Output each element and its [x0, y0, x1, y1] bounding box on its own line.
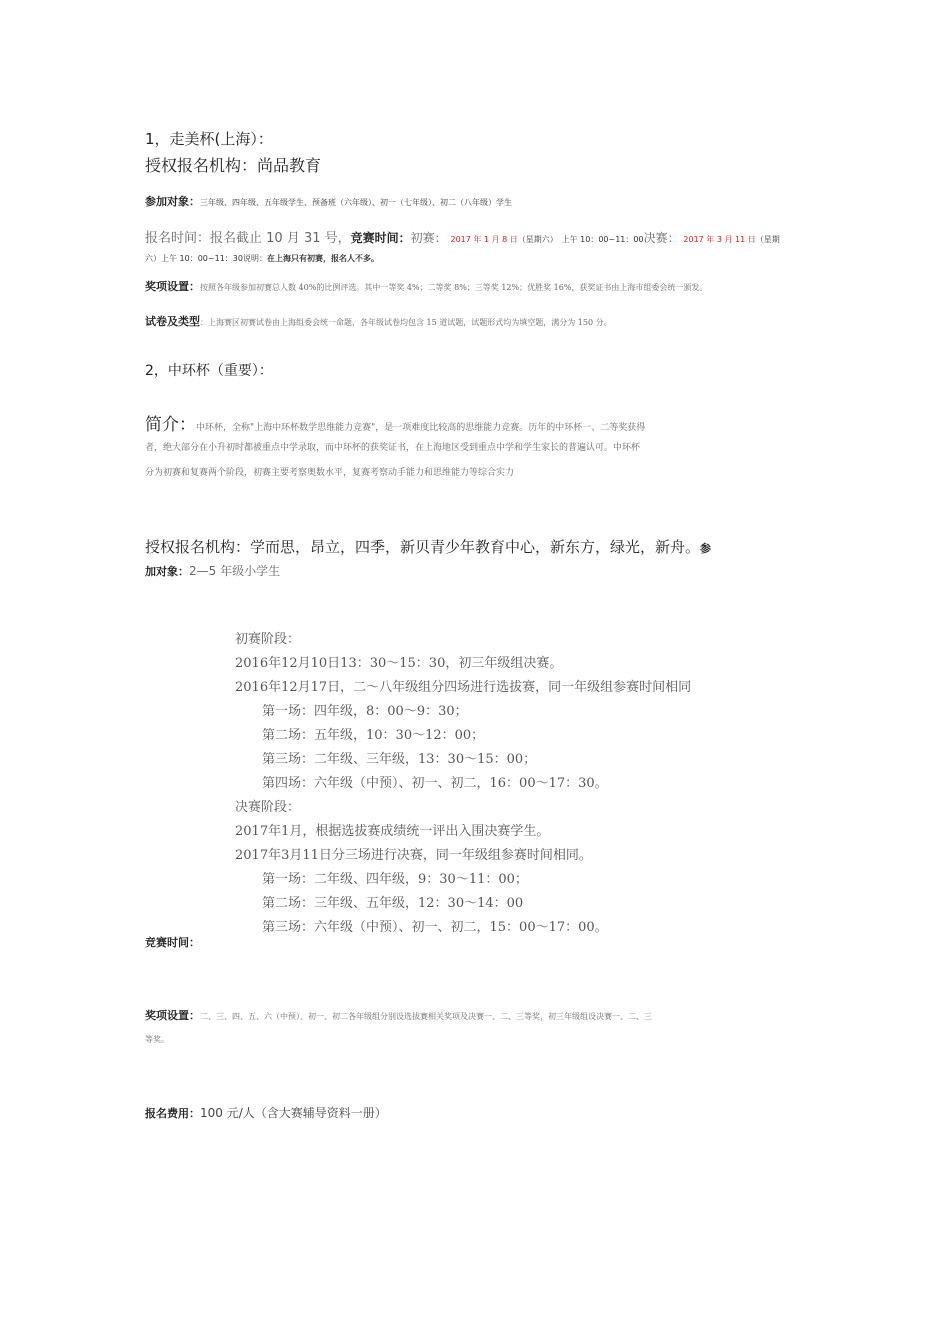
schedule-line: 第三场：二年级、三年级，13：30～15：00；	[262, 752, 537, 767]
section1-final-time: 上午 10：00~11：30	[161, 254, 243, 263]
schedule-line: 2017年1月，根据选拔赛成绩统一评出入围决赛学生。	[235, 824, 550, 839]
section1-paper-row	[145, 313, 612, 329]
schedule-line: 第二场：五年级，10：30～12：00；	[262, 728, 485, 743]
schedule-line: 第一场：二年级、四年级，9：30～11：00；	[262, 872, 528, 887]
section1-prelim-date: 2017 年 1 月 8 日	[450, 235, 518, 244]
section2-fee-row	[145, 1104, 387, 1121]
section2-award-line2: 等奖。	[145, 1035, 169, 1044]
section2-intro-line1: 中环杯，全称"上海中环杯数学思维能力竞赛"，是一项难度比较高的思维能力竞赛。历年的中环杯一、二等奖获得	[196, 423, 646, 433]
section1-reg-time-text: 报名截止 10 月 31 号，	[210, 231, 351, 246]
section1-final-weekday-start: （星期	[755, 235, 780, 244]
section2-award-row	[145, 1007, 652, 1023]
section1-prelim-label: 初赛：	[410, 231, 447, 245]
section1-prelim-time: 上午 10：00~11：00	[561, 235, 644, 244]
section2-org-row	[145, 536, 711, 557]
schedule-line: 第二场：三年级、五年级，12：30～14：00	[262, 896, 524, 911]
section1-target-row	[145, 193, 512, 209]
schedule-line: 2017年3月11日分三场进行决赛，同一年级组参赛时间相同。	[235, 848, 592, 863]
section1-time-row	[145, 227, 780, 246]
section1-time-row-2	[145, 253, 379, 264]
section1-final-label: 决赛：	[643, 231, 680, 245]
section1-target-text: 三年级、四年级、五年级学生、预备班（六年级）、初一（七年级）、初二（八年级）学生	[200, 198, 512, 207]
section1-final-date: 2017 年 3 月 11 日	[683, 235, 756, 244]
section2-intro-line2: 者，绝大部分在小升初时都被重点中学录取，而中环杯的获奖证书，在上海地区受到重点中学和学生家长的普遍认可。中环杯	[145, 443, 641, 453]
schedule-line: 2016年12月10日13：30～15：30，初三年级组决赛。	[235, 656, 563, 671]
section1-award-label: 奖项设置：	[145, 280, 200, 293]
section2-target-row	[145, 562, 280, 579]
section1-award-text: 按照各年级参加初赛总人数 40%的比例评选。其中一等奖 4%；二等奖 8%；三等奖 12%；优胜奖 16%，获奖证书由上海市组委会统一颁发。	[200, 283, 708, 292]
section1-note-label: 说明：	[242, 254, 267, 263]
section2-fee-text: 100 元/人（含大赛辅导资料一册）	[200, 1106, 387, 1120]
section2-target-label-end: 加对象：	[145, 565, 189, 578]
schedule-line: 初赛阶段：	[235, 632, 301, 647]
schedule-line: 第一场：四年级，8：00～9：30；	[262, 704, 468, 719]
section2-heading: 2，中环杯（重要）：	[145, 363, 273, 379]
section2-award-label: 奖项设置：	[145, 1009, 200, 1022]
section2-comp-time-label: 竞赛时间：	[145, 936, 200, 949]
section1-heading: 1，走美杯(上海）：	[145, 130, 273, 148]
section2-intro-label: 简介：	[145, 415, 196, 435]
section2-target-text: 2—5 年级小学生	[189, 564, 281, 578]
section1-note-text: 在上海只有初赛，报名人不多。	[266, 254, 379, 263]
schedule-line: 第四场：六年级（中预）、初一、初二，16：00～17：30。	[262, 776, 608, 791]
schedule-line: 第三场：六年级（中预）、初一、初二，15：00～17：00。	[262, 920, 608, 935]
section1-reg-time-label: 报名时间：	[145, 231, 211, 246]
section2-intro-line3: 分为初赛和复赛两个阶段，初赛主要考察奥数水平，复赛考察动手能力和思维能力等综合实力	[145, 468, 515, 478]
section1-paper-label: 试卷及类型	[145, 315, 200, 328]
section2-org-text: 授权报名机构：学而思，昂立，四季，新贝青少年教育中心，新东方，绿光，新舟。	[145, 538, 701, 556]
section2-intro-row	[145, 410, 645, 435]
section1-org-line: 授权报名机构：尚品教育	[145, 156, 322, 175]
section2-award-line1: 二、三、四、五、六（中预）、初一、初二各年级组分别设选拔赛相关奖项及决赛一、二、三等奖，初三年级组设决赛一、二、三	[200, 1012, 652, 1021]
section1-target-label: 参加对象：	[145, 195, 200, 208]
schedule-line: 2016年12月17日，二～八年级组分四场进行选拔赛，同一年级组参赛时间相同	[235, 680, 692, 695]
section2-fee-label: 报名费用：	[145, 1107, 200, 1120]
schedule-line: 决赛阶段：	[235, 800, 301, 815]
section2-target-label-start: 参	[700, 542, 712, 555]
section1-paper-text: ：上海赛区初赛试卷由上海组委会统一命题，各年级试卷均包含 15 道试题，试题形式均为填空题，满分为 150 分。	[200, 318, 612, 327]
section1-award-row	[145, 278, 707, 294]
section1-prelim-weekday: （星期六）	[517, 235, 558, 244]
section1-final-weekday-end: 六）	[145, 254, 161, 263]
section1-comp-time-label: 竞赛时间：	[350, 231, 411, 245]
